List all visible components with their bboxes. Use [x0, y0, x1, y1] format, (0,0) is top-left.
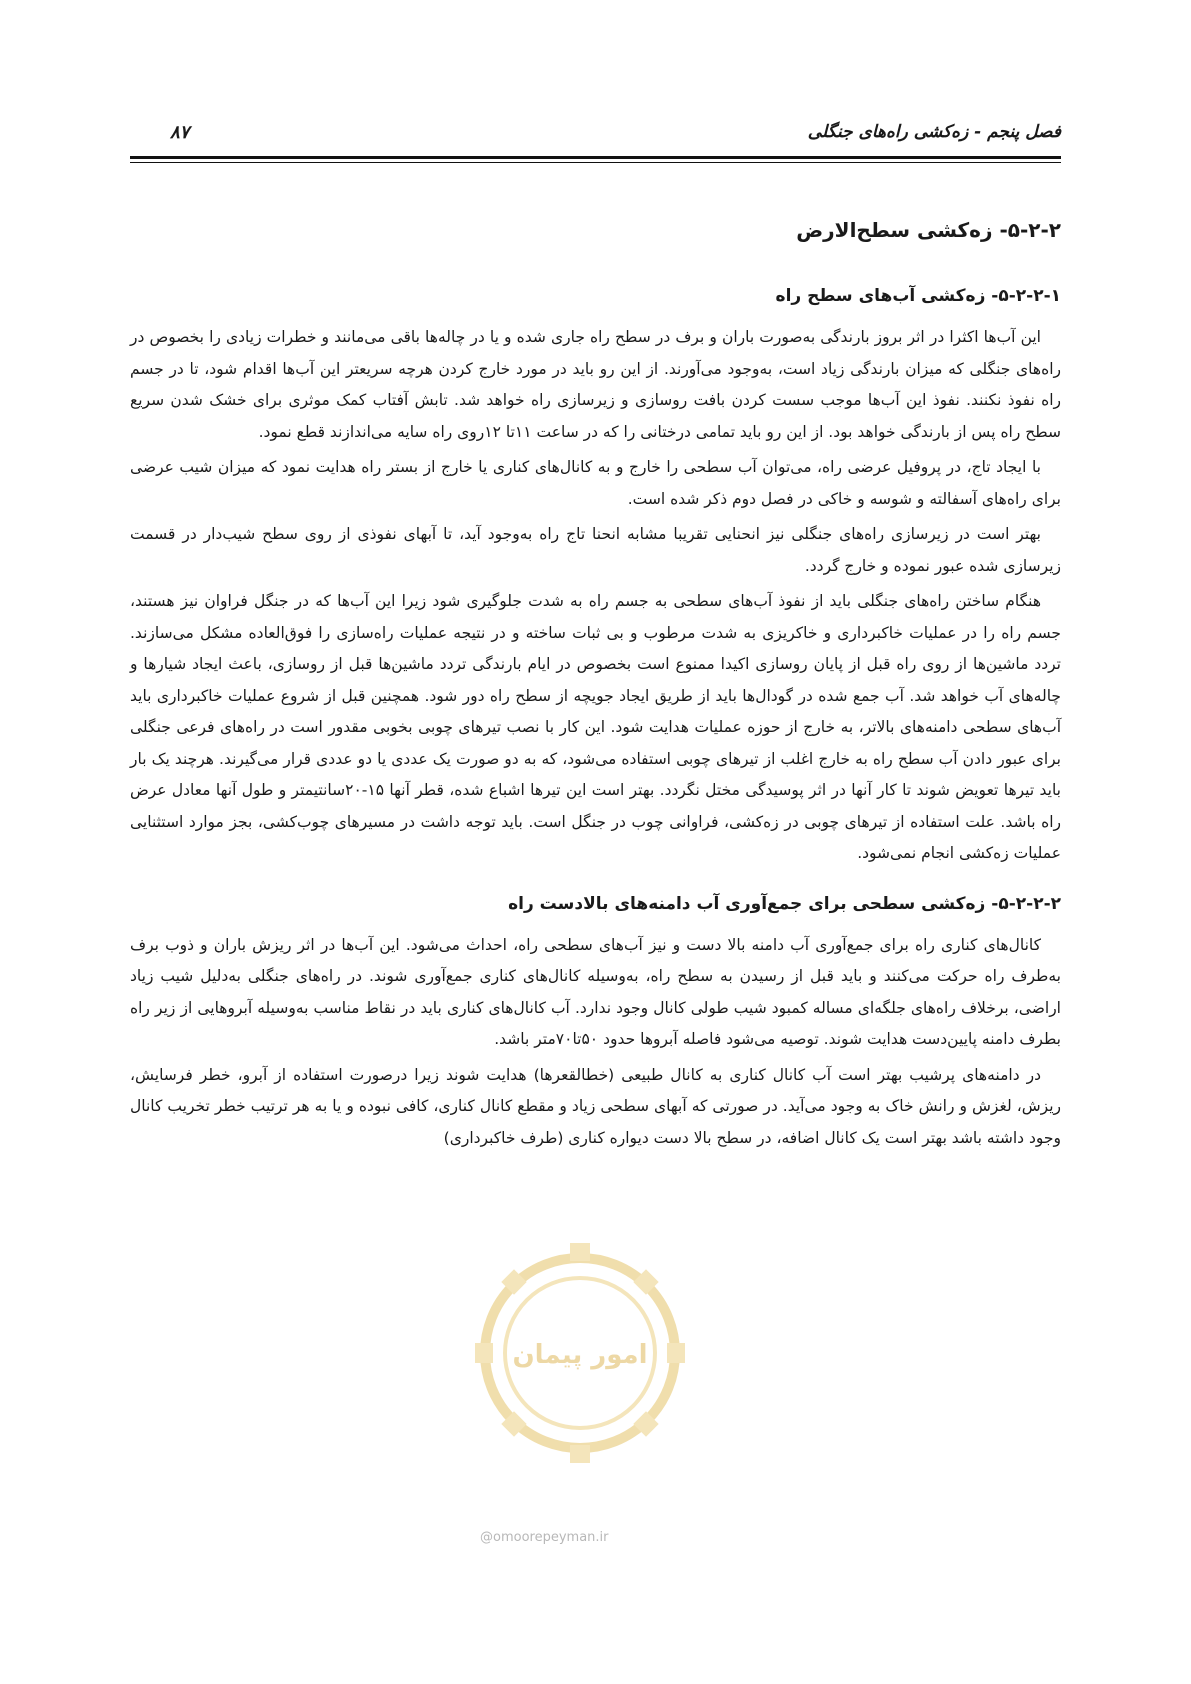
page-number: ۸۷: [170, 122, 190, 143]
section-title: ۵-۲-۲- زه‌کشی سطح‌الارض: [796, 218, 1061, 242]
paragraph: این آب‌ها اکثرا در اثر بروز بارندگی به‌صورت باران و برف در سطح راه جاری شده و یا در چاله‌ها باقی می‌مانند و خطرات زیادی را بخصوص در راه‌های جنگلی که میزان بارندگی زیاد است، به‌وجود می‌آورند. از این رو باید در مورد خارج کردن هرچه سریعتر این آب‌ها اقدام شود، تا در جسم راه نفوذ نکنند. نفوذ این آب‌ها موجب سست کردن بافت روسازی و زیرسازی راه خواهد شد. تابش آفتاب کمک موثری برای خشک شدن سریع سطح راه پس از بارندگی خواهد بود. از این رو باید تمامی درختانی را که در ساعت ۱۱تا ۱۲روی راه سایه می‌اندازند قطع نمود.: [130, 328, 1061, 441]
page-header: [130, 122, 1061, 162]
page-body: [130, 210, 1061, 1158]
paragraph: کانال‌های کناری راه برای جمع‌آوری آب دامنه بالا دست و نیز آب‌های سطحی راه، احداث می‌شود. این آب‌ها در اثر ریزش باران و ذوب برف به‌طرف راه حرکت می‌کنند و باید قبل از رسیدن به سطح راه، به‌وسیله کانال‌های کناری جمع‌آوری شوند. در راه‌های جنگلی به‌دلیل شیب زیاد اراضی، برخلاف راه‌های جلگه‌ای مساله کمبود شیب طولی کانال وجود ندارد. آب کانال‌های کناری باید در نقاط مناسب به‌وسیله آبروهایی از زیر راه بطرف دامنه پایین‌دست هدایت شوند. توصیه می‌شود فاصله آبروها حدود ۵۰تا۷۰متر باشد.: [130, 935, 1061, 1048]
header-rule-thin: [130, 162, 1061, 163]
subsection-title-1: ۵-۲-۲-۱- زه‌کشی آب‌های سطح راه: [775, 286, 1061, 306]
paragraph: بهتر است در زیرسازی راه‌های جنگلی نیز انحنایی تقریبا مشابه انحنا تاج راه به‌وجود آید، تا آبهای نفوذی از روی سطح شیب‌دار در قسمت زیرسازی شده عبور نموده و خارج گردد.: [130, 525, 1061, 575]
watermark-logo-icon: [470, 1238, 690, 1488]
running-title: فصل پنجم - زه‌کشی راه‌های جنگلی: [807, 122, 1061, 142]
watermark-logo-text: امور پیمان: [512, 1340, 648, 1370]
header-rule-thick: [130, 156, 1061, 159]
paragraph: با ایجاد تاج، در پروفیل عرضی راه، می‌توان آب سطحی را خارج و به کانال‌های کناری یا خارج از بستر راه هدایت نمود که میزان شیب عرضی برای راه‌های آسفالته و شوسه و خاکی در فصل دوم ذکر شده است.: [130, 458, 1061, 508]
paragraph: هنگام ساختن راه‌های جنگلی باید از نفوذ آب‌های سطحی به جسم راه به شدت جلوگیری شود زیرا این آب‌ها که در جنگل فراوان نیز هستند، جسم راه را در عملیات خاکبرداری و خاکریزی به شدت مرطوب و بی ثبات ساخته و در نتیجه عملیات راه‌سازی را فوق‌العاده مشکل می‌سازند. تردد ماشین‌ها از روی راه قبل از پایان روسازی اکیدا ممنوع است بخصوص در ایام بارندگی تردد ماشین‌ها قبل از روسازی، باعث ایجاد شیارها و چاله‌های آب خواهد شد. آب جمع شده در گودال‌ها باید از طریق ایجاد جویچه از سطح راه دور شود. همچنین قبل از شروع عملیات خاکبرداری باید آب‌های سطحی دامنه‌های بالاتر، به خارج از حوزه عملیات هدایت شود. این کار با نصب تیرهای چوبی بخوبی مقدور است در راه‌های فرعی جنگلی برای عبور دادن آب سطح راه به خارج اغلب از تیرهای چوبی استفاده می‌شود، که به دو صورت یک عددی یا دو عددی قرار می‌گیرند. هرچند یک بار باید تیرها تعویض شوند تا کار آنها در اثر پوسیدگی مختل نگردد. بهتر است این تیرها اشباع شده، قطر آنها ۱۵-۲۰سانتیمتر و طول آنها معادل عرض راه باشد. علت استفاده از تیرهای چوبی در زه‌کشی، فراوانی چوب در جنگل است. باید توجه داشت در مسیرهای چوب‌کشی، بجز موارد استثنایی عملیات زه‌کشی انجام نمی‌شود.: [130, 592, 1061, 862]
paragraph: در دامنه‌های پرشیب بهتر است آب کانال کناری به کانال طبیعی (خطالقعرها) هدایت شوند زیرا درصورت استفاده از آبرو، خطر فرسایش، ریزش، لغزش و رانش خاک به وجود می‌آید. در صورتی که آبهای سطحی زیاد و مقطع کانال کناری، کافی نبوده و یا به هر ترتیب خطر تخریب کانال وجود داشته باشد بهتر است یک کانال اضافه، در سطح بالا دست دیواره کناری (طرف خاکبرداری): [130, 1065, 1061, 1147]
watermark-url: @omoorepeyman.ir: [480, 1530, 609, 1545]
subsection-title-2: ۵-۲-۲-۲- زه‌کشی سطحی برای جمع‌آوری آب دامنه‌های بالادست راه: [508, 893, 1061, 914]
